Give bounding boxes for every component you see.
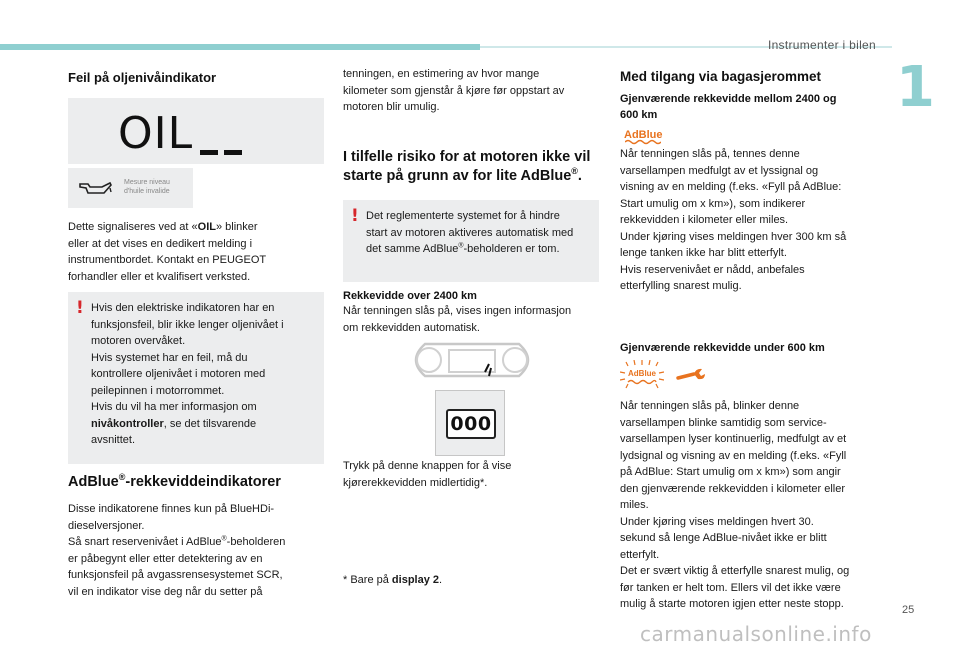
display-keyword: display 2 [391,574,439,586]
adblue-warning-box [343,200,599,282]
range-2400-600-text: Når tenningen slås på, tennes denne varsellampen medfulgt av et lyssignal og visning av en melding (f.eks. «Fyll på AdBlue: Start umulig om x km»), som indikerer rekkevidden i kilometer eller miles. Under kjøring vises meldingen hver 300 km så lenge tanken ikke har blitt etterfylt. Hvis reservenivået er nådd, anbefales etterfylling snarest mulig. [620,148,847,292]
oil-message-panel [68,168,193,208]
adblue-logo-small: AdBlue [628,369,656,378]
watermark: carmanualsonline.info [640,622,872,646]
range-over-2400-text: Når tenningen slås på, vises ingen informasjon om rekkevidden automatisk. [343,305,572,334]
service-wrench-icon [676,368,706,382]
adblue-warning-lamp [624,125,664,147]
registered-mark: ® [221,535,227,543]
level-checks-keyword: nivåkontroller [91,417,164,430]
instrument-cluster-icon [405,340,539,380]
oil-display-illustration [68,98,324,164]
registered-mark: ® [458,242,464,250]
adblue-flashing-lamp [620,360,664,390]
registered-mark: ® [118,472,126,482]
page-number: 25 [902,604,915,616]
trunk-access-heading: Med tilgang via bagasjerommet [620,69,822,84]
chapter-number: 1 [896,55,935,120]
oil-message-text: Mesure niveau d'huile invalide [124,179,170,196]
range-under-600-text: Når tenningen slås på, blinker denne varsellampen blinke samtidig som service- varsellampen lyser kontinuerlig, medfulgt av et lydsignal og visning av en melding (f.eks. «Fyll på AdBlue: Start umulig om x km») som angir den gjenværende rekkevidden i kilometer eller miles. Under kjøring vises meldingen hvert 30. sekund så lenge AdBlue-nivået ikke er blitt etterfylt. Det er svært viktig å etterfylle snarest mulig, og før tanken er helt tom. Ellers vil det ikke være mulig å starte motoren igjen etter neste stopp. [620,400,850,610]
text-segment: » blinker eller at det vises en dedikert melding i instrumentbordet. Kontakt en PEUGEOT forhandler eller et kvalifisert verksted. [68,221,267,283]
oil-description [68,219,324,285]
adblue-continuation: tenningen, en estimering av hvor mange kilometer som gjenstår å kjøre før oppstart av motoren blir umulig. [343,68,565,113]
oil-can-icon [78,179,114,197]
text-segment: Disse indikatorene finnes kun på BlueHDi- dieselversjoner. Så snart reservenivået i AdBlue [68,503,275,548]
text-segment: * Bare på [343,574,392,586]
text-segment: . [577,167,582,184]
adblue-warning-text [366,208,589,258]
text-segment: Dette signaliseres ved at « [68,221,198,233]
oil-indicator-heading: Feil på oljenivåindikator [68,70,217,85]
text-segment: -rekkeviddeindikatorer [125,473,281,490]
range-button-illustration [435,390,505,456]
warning-icon: ! [76,298,84,318]
text-segment: , se det tilsvarende avsnittet. [91,417,257,446]
oil-display-dash [200,150,218,155]
text-segment: -beholderen er tom. [463,243,560,255]
adblue-description [68,501,324,600]
oil-keyword: OIL [197,221,216,233]
adblue-logo: AdBlue [624,129,663,141]
adblue-heading [68,472,281,491]
press-button-text: Trykk på denne knappen for å vise kjørerekkevidden midlertidig*. [343,460,512,489]
adblue-risk-heading [343,148,599,185]
text-segment: -beholderen er påbegynt eller etter detektering av en funksjonsfeil på avgassrensesystemet SCR, vil en indikator vise deg når du setter på [68,536,286,598]
text-segment: Hvis den elektriske indikatoren har en funksjonsfeil, blir ikke lenger oljenivået i motoren overvåket. Hvis systemet har en feil, må du kontrollere oljenivået i motoren med peilepinnen i motorrommet. Hvis du vil ha mer informasjon om [91,302,284,413]
footnote [343,572,599,589]
oil-display-text: OIL [118,108,194,159]
text-segment: AdBlue [68,473,119,490]
oil-warning-text [91,300,314,449]
range-over-2400-heading: Rekkevidde over 2400 km [343,290,477,302]
text-segment: . [439,574,443,586]
section-title: Instrumenter i bilen [767,38,876,52]
oil-warning-box [68,292,324,464]
warning-icon: ! [351,206,359,226]
text-segment: Det reglementerte systemet for å hindre start av motoren aktiveres automatisk med det samme AdBlue [366,210,574,255]
range-2400-600-heading: Gjenværende rekkevidde mellom 2400 og 600 km [620,93,837,121]
range-under-600-heading: Gjenværende rekkevidde under 600 km [620,342,825,354]
range-button-label: 000 [450,413,492,435]
header-accent-bar [0,44,480,50]
oil-display-dash [224,150,242,155]
adblue-wave-icon [625,139,661,145]
text-segment: I tilfelle risiko for at motoren ikke vil starte på grunn av for lite AdBlue [343,149,591,184]
registered-mark: ® [571,166,578,177]
